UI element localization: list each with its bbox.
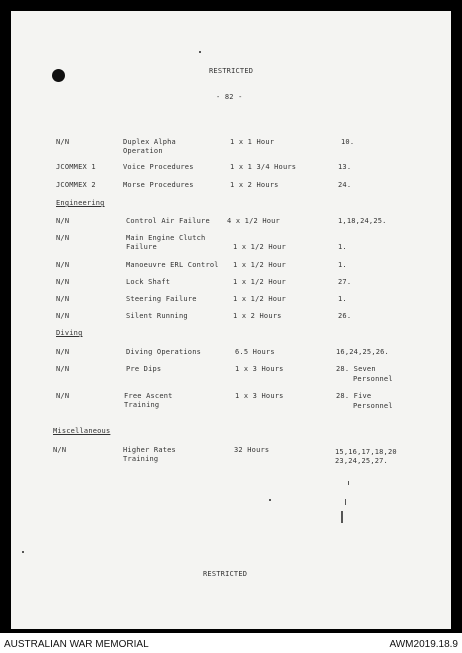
row-duration: 1 x 1/2 Hour bbox=[233, 295, 286, 303]
row-course: Duplex Alpha bbox=[123, 138, 176, 146]
row-duration: 1 x 1 Hour bbox=[230, 138, 275, 146]
row-refs: 24. bbox=[338, 181, 352, 189]
row-who: N/N bbox=[56, 295, 70, 303]
row-duration: 1 x 1/2 Hour bbox=[233, 261, 286, 269]
row-refs-cont: 23,24,25,27. bbox=[335, 457, 388, 465]
row-who: N/N bbox=[56, 392, 70, 400]
row-duration: 6.5 Hours bbox=[235, 348, 275, 356]
row-who: N/N bbox=[56, 278, 70, 286]
row-refs: 28. Seven bbox=[336, 365, 376, 373]
row-duration: 1 x 1 3/4 Hours bbox=[230, 163, 297, 171]
row-course-cont: Operation bbox=[123, 147, 163, 155]
row-duration: 1 x 2 Hours bbox=[230, 181, 279, 189]
row-who: JCOMMEX 1 bbox=[56, 163, 96, 171]
classification-header: RESTRICTED bbox=[209, 67, 254, 75]
scan-speck bbox=[341, 511, 343, 523]
row-course: Diving Operations bbox=[126, 348, 202, 356]
row-refs: 1,18,24,25. bbox=[338, 217, 387, 225]
row-who: N/N bbox=[53, 446, 67, 454]
row-who: N/N bbox=[56, 217, 70, 225]
row-refs: 15,16,17,18,20 bbox=[335, 448, 397, 456]
row-who: JCOMMEX 2 bbox=[56, 181, 96, 189]
row-refs: 27. bbox=[338, 278, 352, 286]
section-heading-engineering: Engineering bbox=[56, 199, 105, 207]
row-course: Morse Procedures bbox=[123, 181, 194, 189]
row-refs: 10. bbox=[341, 138, 355, 146]
scan-speck bbox=[269, 499, 271, 501]
row-course: Free Ascent bbox=[124, 392, 173, 400]
row-course-cont: Training bbox=[124, 401, 160, 409]
scan-speck bbox=[345, 499, 346, 505]
row-course: Main Engine Clutch bbox=[126, 234, 206, 242]
row-duration: 1 x 1/2 Hour bbox=[233, 278, 286, 286]
row-course-cont: Training bbox=[123, 455, 159, 463]
scan-speck bbox=[22, 551, 24, 553]
row-course: Control Air Failure bbox=[126, 217, 210, 225]
row-course: Manoeuvre ERL Control bbox=[126, 261, 219, 269]
archive-name: AUSTRALIAN WAR MEMORIAL bbox=[4, 639, 149, 650]
row-duration: 4 x 1/2 Hour bbox=[227, 217, 280, 225]
row-who: N/N bbox=[56, 365, 70, 373]
row-course: Higher Rates bbox=[123, 446, 176, 454]
scan-speck bbox=[348, 481, 349, 485]
row-duration: 1 x 3 Hours bbox=[235, 365, 284, 373]
row-who: N/N bbox=[56, 312, 70, 320]
row-course: Steering Failure bbox=[126, 295, 197, 303]
scan-speck bbox=[199, 51, 201, 53]
archive-footer bbox=[0, 633, 462, 653]
row-refs-cont: Personnel bbox=[353, 375, 393, 383]
archive-reference: AWM2019.18.9 bbox=[389, 639, 458, 650]
document-page bbox=[11, 11, 451, 629]
row-refs: 1. bbox=[338, 295, 347, 303]
row-refs: 1. bbox=[338, 261, 347, 269]
row-refs: 26. bbox=[338, 312, 352, 320]
row-who: N/N bbox=[56, 348, 70, 356]
row-who: N/N bbox=[56, 261, 70, 269]
row-refs: 13. bbox=[338, 163, 352, 171]
row-duration: 1 x 3 Hours bbox=[235, 392, 284, 400]
page-number: - 82 - bbox=[216, 93, 243, 101]
row-duration: 32 Hours bbox=[234, 446, 270, 454]
row-who: N/N bbox=[56, 234, 70, 242]
row-refs-cont: Personnel bbox=[353, 402, 393, 410]
punch-hole bbox=[52, 69, 65, 82]
classification-footer: RESTRICTED bbox=[203, 570, 248, 578]
row-course: Pre Dips bbox=[126, 365, 162, 373]
row-who: N/N bbox=[56, 138, 70, 146]
row-refs: 28. Five bbox=[336, 392, 372, 400]
section-heading-miscellaneous: Miscellaneous bbox=[53, 427, 111, 435]
row-refs: 1. bbox=[338, 243, 347, 251]
row-course-cont: Failure bbox=[126, 243, 157, 251]
row-duration: 1 x 2 Hours bbox=[233, 312, 282, 320]
row-refs: 16,24,25,26. bbox=[336, 348, 389, 356]
row-course: Silent Running bbox=[126, 312, 188, 320]
section-heading-diving: Diving bbox=[56, 329, 83, 337]
row-course: Voice Procedures bbox=[123, 163, 194, 171]
row-course: Lock Shaft bbox=[126, 278, 171, 286]
row-duration: 1 x 1/2 Hour bbox=[233, 243, 286, 251]
